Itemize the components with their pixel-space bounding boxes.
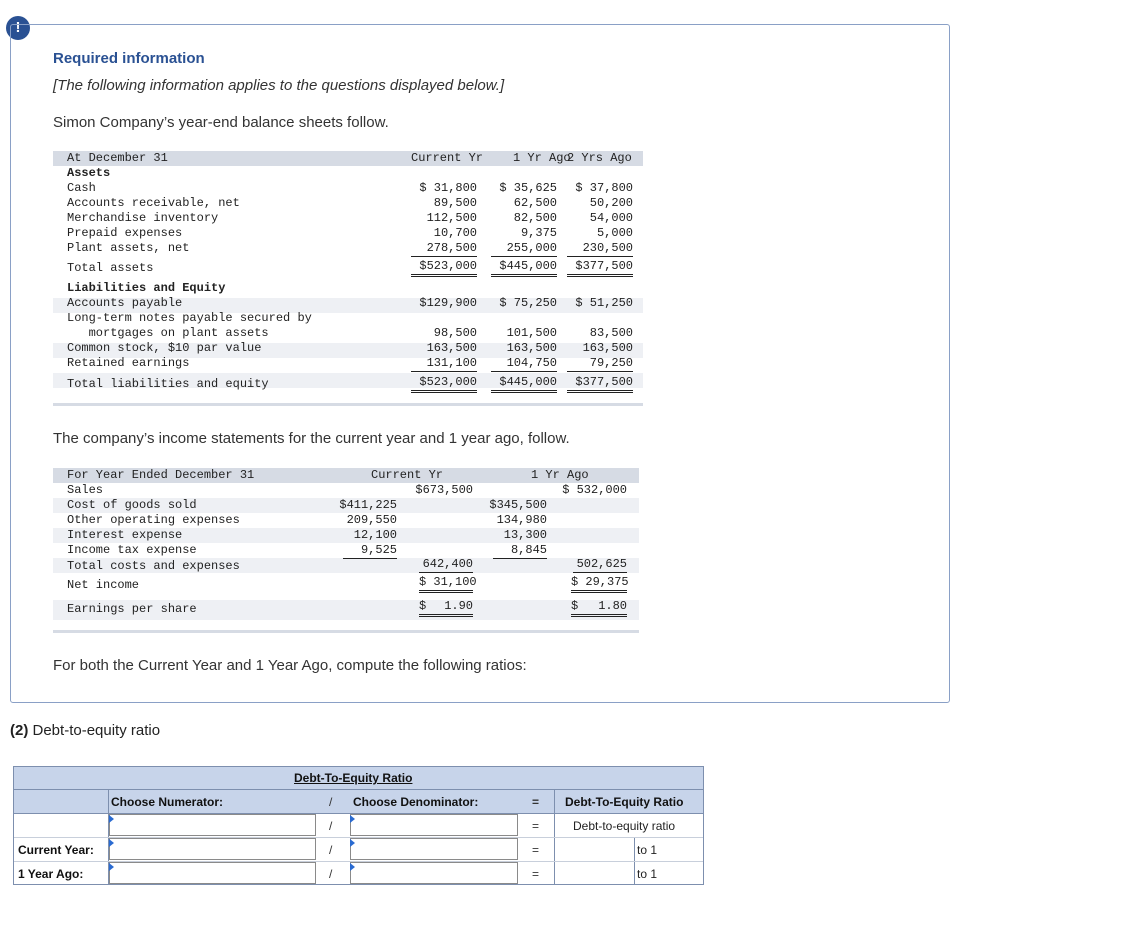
row-label: mortgages on plant assets bbox=[67, 326, 269, 340]
eps-cur-value: 1.90 bbox=[444, 599, 473, 613]
balance-sheet-intro: Simon Company’s year-end balance sheets follow. bbox=[53, 114, 389, 131]
cell: $ 75,250 bbox=[499, 296, 557, 310]
eps-prev-value: 1.80 bbox=[598, 599, 627, 613]
cell: $ 31,800 bbox=[419, 181, 477, 195]
cell: 9,375 bbox=[520, 226, 557, 240]
cell: 134,980 bbox=[496, 513, 547, 527]
cell: $377,500 bbox=[567, 259, 633, 277]
row-label: Other operating expenses bbox=[67, 513, 240, 527]
slash-symbol: / bbox=[329, 843, 333, 857]
net-income-label: Net income bbox=[67, 578, 140, 592]
cell: 9,525 bbox=[343, 543, 397, 559]
cell: 5,000 bbox=[596, 226, 633, 240]
row-label: Sales bbox=[67, 483, 104, 497]
one-year-ago-numerator-input[interactable] bbox=[109, 862, 316, 884]
row-label: Common stock, $10 par value bbox=[67, 341, 262, 355]
ratio-row-current-year bbox=[14, 838, 703, 862]
cell: 163,500 bbox=[426, 341, 477, 355]
one-year-ago-ratio-input[interactable] bbox=[555, 862, 634, 884]
equals-symbol: = bbox=[532, 867, 540, 881]
required-information-panel bbox=[10, 24, 950, 703]
ratio-header-row bbox=[14, 790, 703, 814]
row-label: Total costs and expenses bbox=[67, 559, 240, 573]
cell: 89,500 bbox=[433, 196, 477, 210]
cell: 79,250 bbox=[567, 356, 633, 372]
slash-symbol: / bbox=[329, 795, 333, 809]
cell: 642,400 bbox=[419, 557, 473, 573]
bs-col-2yr: 2 Yrs Ago bbox=[567, 151, 632, 165]
is-col-1yr: 1 Yr Ago bbox=[531, 468, 589, 482]
debt-to-equity-table bbox=[13, 766, 704, 885]
row-label: Accounts payable bbox=[67, 296, 183, 310]
alert-icon: ! bbox=[6, 16, 30, 40]
row-label: Merchandise inventory bbox=[67, 211, 219, 225]
result-label: Debt-to-equity ratio bbox=[573, 819, 676, 833]
total-assets-label: Total assets bbox=[67, 261, 154, 275]
cell: 502,625 bbox=[573, 557, 627, 573]
cell: $523,000 bbox=[411, 375, 477, 393]
eps-label: Earnings per share bbox=[67, 602, 197, 616]
cell: 82,500 bbox=[513, 211, 557, 225]
row-label: Cost of goods sold bbox=[67, 498, 197, 512]
cell: $411,225 bbox=[339, 498, 397, 512]
denominator-input[interactable] bbox=[350, 814, 518, 836]
question-text: Debt-to-equity ratio bbox=[28, 722, 161, 739]
cell: 104,750 bbox=[491, 356, 557, 372]
cell: 10,700 bbox=[433, 226, 477, 240]
cell: $445,000 bbox=[491, 259, 557, 277]
assets-heading: Assets bbox=[67, 166, 111, 180]
cell: $673,500 bbox=[415, 483, 473, 497]
slash-symbol: / bbox=[329, 819, 333, 833]
cell: 83,500 bbox=[589, 326, 633, 340]
to-one-label: to 1 bbox=[637, 843, 658, 857]
is-col-current: Current Yr bbox=[371, 468, 444, 482]
cell: 112,500 bbox=[426, 211, 477, 225]
cell: 62,500 bbox=[513, 196, 557, 210]
cell: $ 35,625 bbox=[499, 181, 557, 195]
ratios-intro: For both the Current Year and 1 Year Ago, compute the following ratios: bbox=[53, 657, 527, 674]
cell: 131,100 bbox=[411, 356, 477, 372]
current-year-denominator-input[interactable] bbox=[350, 838, 518, 860]
cell: 163,500 bbox=[582, 341, 633, 355]
ratio-title-row bbox=[14, 767, 703, 790]
income-intro: The company’s income statements for the current year and 1 year ago, follow. bbox=[53, 430, 570, 447]
current-year-numerator-input[interactable] bbox=[109, 838, 316, 860]
bs-header-label: At December 31 bbox=[67, 151, 168, 165]
result-header: Debt-To-Equity Ratio bbox=[565, 795, 684, 809]
current-year-ratio-input[interactable] bbox=[555, 838, 634, 860]
cell: $ 31,100 bbox=[419, 575, 473, 593]
cell: 163,500 bbox=[506, 341, 557, 355]
numerator-input[interactable] bbox=[109, 814, 316, 836]
current-year-label: Current Year: bbox=[18, 843, 94, 857]
cell: 13,300 bbox=[503, 528, 547, 542]
cell: 98,500 bbox=[433, 326, 477, 340]
slash-symbol: / bbox=[329, 867, 333, 881]
cell: $445,000 bbox=[491, 375, 557, 393]
equals-symbol: = bbox=[532, 843, 540, 857]
cell bbox=[419, 599, 473, 617]
dropdown-marker-icon bbox=[350, 815, 355, 823]
row-label: Accounts receivable, net bbox=[67, 196, 240, 210]
cell: $523,000 bbox=[411, 259, 477, 277]
row-label: Prepaid expenses bbox=[67, 226, 183, 240]
numerator-header: Choose Numerator: bbox=[111, 795, 224, 809]
cell: $129,900 bbox=[419, 296, 477, 310]
cell: 54,000 bbox=[589, 211, 633, 225]
required-information-note: [The following information applies to the questions displayed below.] bbox=[53, 77, 505, 94]
question-number: (2) bbox=[10, 722, 29, 739]
balance-sheet-table bbox=[53, 151, 643, 409]
one-year-ago-label: 1 Year Ago: bbox=[18, 867, 84, 881]
eps-prev-symbol: $ bbox=[571, 599, 579, 613]
liabilities-heading: Liabilities and Equity bbox=[67, 281, 226, 295]
cell: $ 532,000 bbox=[562, 483, 627, 497]
cell: $345,500 bbox=[489, 498, 547, 512]
total-le-label: Total liabilities and equity bbox=[67, 377, 269, 391]
row-label: Long-term notes payable secured by bbox=[67, 311, 312, 325]
cell: 255,000 bbox=[491, 241, 557, 257]
cell: 50,200 bbox=[589, 196, 633, 210]
row-label: Retained earnings bbox=[67, 356, 190, 370]
ratio-table-title: Debt-To-Equity Ratio bbox=[294, 771, 413, 785]
row-label: Income tax expense bbox=[67, 543, 197, 557]
cell: 209,550 bbox=[346, 513, 397, 527]
row-label: Interest expense bbox=[67, 528, 183, 542]
ratio-row-1-year-ago bbox=[14, 862, 703, 886]
cell: $377,500 bbox=[567, 375, 633, 393]
dropdown-marker-icon bbox=[109, 839, 114, 847]
required-information-title: Required information bbox=[53, 50, 205, 67]
bs-col-current: Current Yr bbox=[411, 151, 484, 165]
cell: 101,500 bbox=[506, 326, 557, 340]
cell: 8,845 bbox=[493, 543, 547, 559]
cell: 12,100 bbox=[353, 528, 397, 542]
cell: $ 29,375 bbox=[571, 575, 627, 593]
to-one-label: to 1 bbox=[637, 867, 658, 881]
equals-symbol: = bbox=[532, 819, 540, 833]
dropdown-marker-icon bbox=[350, 839, 355, 847]
cell: 278,500 bbox=[411, 241, 477, 257]
question-label bbox=[10, 722, 160, 739]
cell: $ 51,250 bbox=[575, 296, 633, 310]
dropdown-marker-icon bbox=[109, 863, 114, 871]
one-year-ago-denominator-input[interactable] bbox=[350, 862, 518, 884]
income-statement-table bbox=[53, 468, 639, 636]
cell: 230,500 bbox=[567, 241, 633, 257]
cell: $ 37,800 bbox=[575, 181, 633, 195]
dropdown-marker-icon bbox=[109, 815, 114, 823]
eps-cur-symbol: $ bbox=[419, 599, 427, 613]
dropdown-marker-icon bbox=[350, 863, 355, 871]
denominator-header: Choose Denominator: bbox=[353, 795, 479, 809]
is-header-label: For Year Ended December 31 bbox=[67, 468, 255, 482]
bs-col-1yr: 1 Yr Ago bbox=[513, 151, 571, 165]
cell bbox=[571, 599, 627, 617]
ratio-row-formula bbox=[14, 814, 703, 838]
row-label: Cash bbox=[67, 181, 96, 195]
equals-symbol: = bbox=[532, 795, 540, 809]
row-label: Plant assets, net bbox=[67, 241, 190, 255]
